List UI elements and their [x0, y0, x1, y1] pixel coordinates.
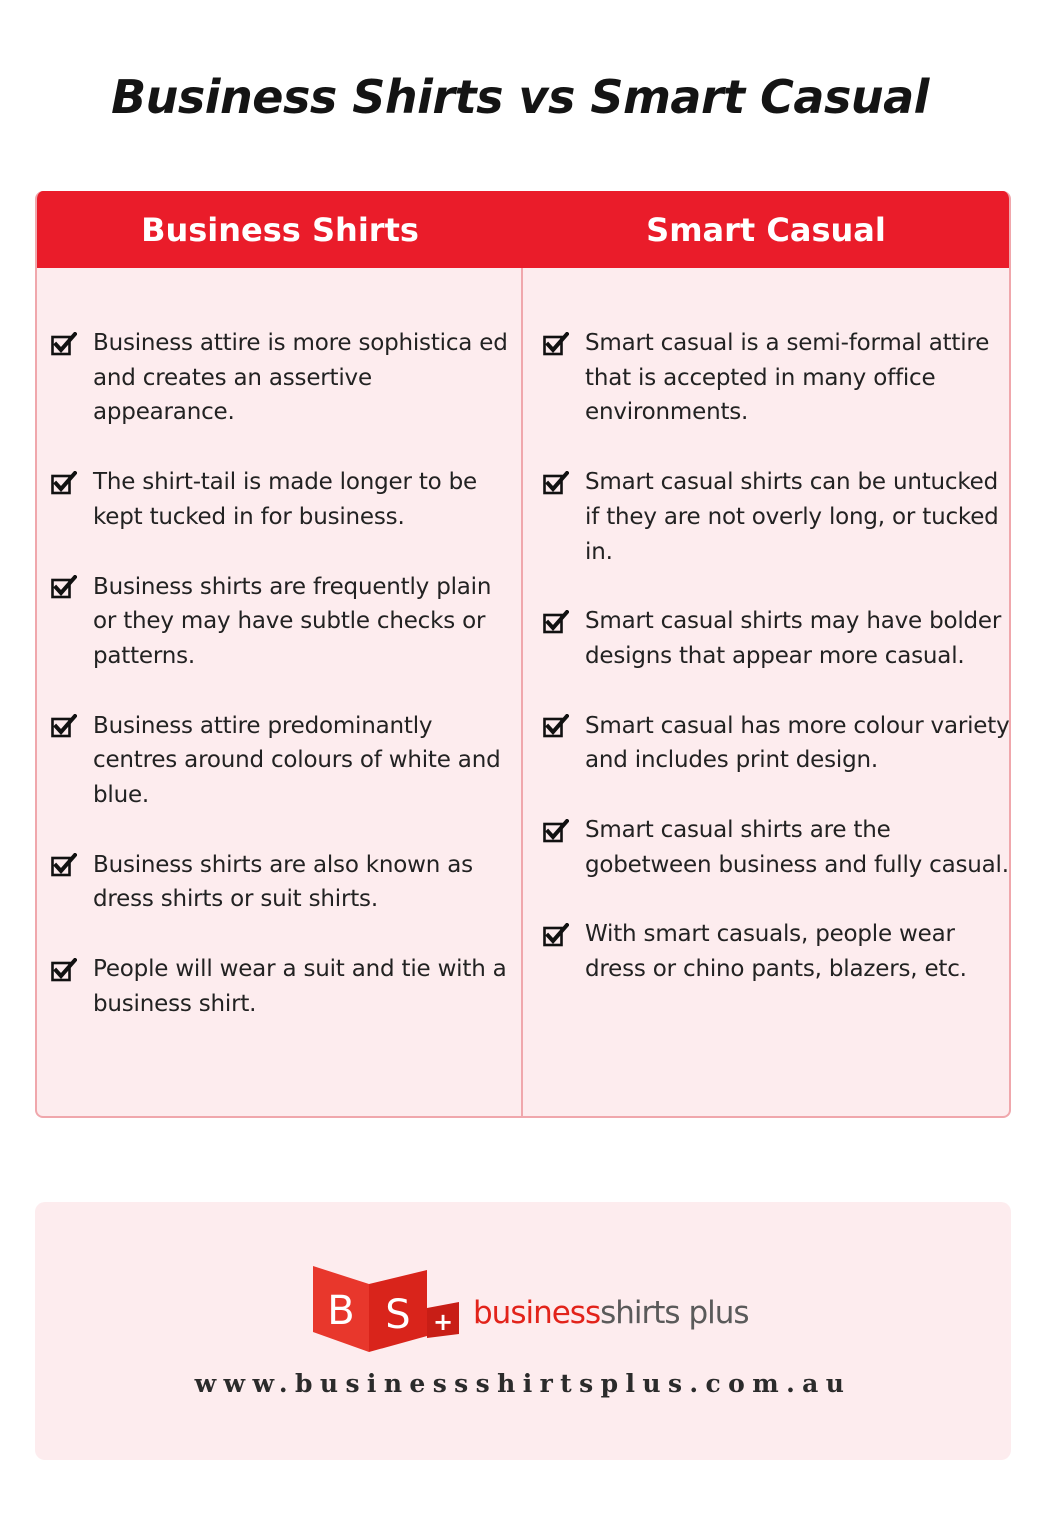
list-item [543, 465, 1011, 569]
column-divider [521, 268, 523, 1118]
list-item-text: Smart casual has more colour variety and includes print design. [585, 712, 1010, 774]
checkbox-tick-icon [51, 465, 93, 500]
list-item-text: Business shirts are also known as dress shirts or suit shirts. [93, 851, 473, 913]
business-shirts-list [51, 268, 515, 1057]
brand-panel [35, 1202, 1011, 1460]
bs-plus-logo-icon [309, 1258, 461, 1353]
page-title: Business Shirts vs Smart Casual [111, 70, 929, 124]
checkbox-tick-icon [543, 813, 585, 848]
list-item [543, 813, 1011, 882]
list-item [543, 604, 1011, 673]
list-item [51, 465, 515, 534]
list-item-text: Smart casual shirts can be untucked if they are not overly long, or tucked in. [585, 469, 999, 565]
comparison-header [37, 191, 1009, 268]
wordmark-business: business [473, 1295, 601, 1331]
checkbox-tick-icon [543, 465, 585, 500]
list-item-text: Smart casual is a semi-formal attire that is accepted in many office environments. [585, 330, 990, 426]
column-heading-smart-casual: Smart Casual [646, 210, 886, 249]
comparison-table [35, 191, 1011, 1118]
list-item [543, 917, 1011, 986]
list-item [543, 326, 1011, 430]
checkbox-tick-icon [543, 709, 585, 744]
checkbox-tick-icon [543, 917, 585, 952]
list-item [51, 952, 515, 1021]
list-item-text: Smart casual shirts may have bolder designs that appear more casual. [585, 608, 1002, 669]
checkbox-tick-icon [51, 570, 93, 605]
wordmark-shirts-plus: shirts plus [600, 1295, 749, 1331]
checkbox-tick-icon [51, 848, 93, 883]
list-item-text: Business shirts are frequently plain or they may have subtle checks or patterns. [93, 573, 492, 669]
brand-wordmark [473, 1295, 749, 1331]
column-heading-business-shirts: Business Shirts [141, 210, 419, 249]
list-item-text: Smart casual shirts are the gobetween business and fully casual. [585, 817, 1009, 878]
list-item-text: Business attire predominantly centres around colours of white and blue. [93, 712, 501, 809]
brand-logo[interactable] [309, 1258, 749, 1353]
list-item [51, 848, 515, 917]
list-item [51, 570, 515, 674]
list-item-text: The shirt-tail is made longer to be kept tucked in for business. [93, 469, 477, 530]
list-item-text: Business attire is more sophistica ed and creates an assertive appearance. [93, 330, 508, 426]
smart-casual-list [543, 268, 1011, 1022]
website-url[interactable]: www.businessshirtsplus.com.au [194, 1369, 852, 1398]
list-item [51, 709, 515, 813]
list-item [51, 326, 515, 430]
list-item-text: With smart casuals, people wear dress or chino pants, blazers, etc. [585, 921, 967, 983]
list-item [543, 709, 1011, 778]
logo-letter-s: S [385, 1292, 411, 1338]
logo-letter-b: B [327, 1288, 355, 1334]
checkbox-tick-icon [543, 326, 585, 361]
checkbox-tick-icon [51, 326, 93, 361]
checkbox-tick-icon [51, 709, 93, 744]
checkbox-tick-icon [51, 952, 93, 987]
logo-plus: + [432, 1308, 454, 1336]
list-item-text: People will wear a suit and tie with a business shirt. [93, 956, 507, 1017]
checkbox-tick-icon [543, 604, 585, 639]
